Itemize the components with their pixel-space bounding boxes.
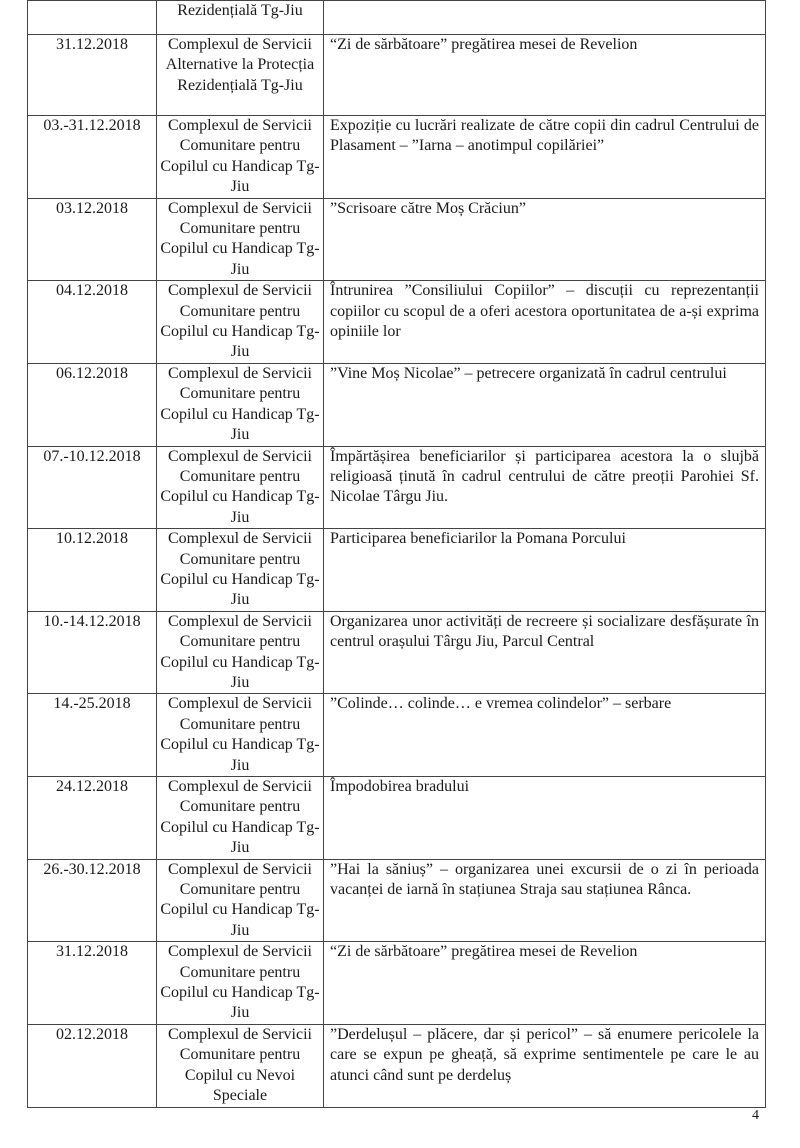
date-cell: 06.12.2018 bbox=[28, 363, 157, 446]
organization-cell: Complexul de Servicii Comunitare pentru Copilul cu Handicap Tg-Jiu bbox=[157, 859, 324, 942]
date-cell: 31.12.2018 bbox=[28, 942, 157, 1025]
date-cell: 10.12.2018 bbox=[28, 529, 157, 612]
table-row bbox=[28, 859, 766, 942]
organization-cell: Complexul de Servicii Comunitare pentru Copilul cu Handicap Tg-Jiu bbox=[157, 694, 324, 777]
date-cell: 02.12.2018 bbox=[28, 1024, 157, 1107]
organization-cell: Complexul de Servicii Comunitare pentru Copilul cu Handicap Tg-Jiu bbox=[157, 777, 324, 860]
table-row bbox=[28, 1024, 766, 1107]
organization-cell: Complexul de Servicii Comunitare pentru Copilul cu Nevoi Speciale bbox=[157, 1024, 324, 1107]
date-cell: 10.-14.12.2018 bbox=[28, 611, 157, 694]
activity-cell: Participarea beneficiarilor la Pomana Porcului bbox=[324, 529, 766, 612]
activity-cell: Organizarea unor activități de recreere și socializare desfășurate în centrul orașului Târgu Jiu, Parcul Central bbox=[324, 611, 766, 694]
table-row bbox=[28, 611, 766, 694]
organization-cell: Rezidențială Tg-Jiu bbox=[157, 1, 324, 35]
organization-cell: Complexul de Servicii Comunitare pentru Copilul cu Handicap Tg-Jiu bbox=[157, 363, 324, 446]
activity-cell: Împărtășirea beneficiarilor și participarea acestora la o slujbă religioasă ținută în cadrul centrului de către preoții Parohiei Sf. Nicolae Târgu Jiu. bbox=[324, 446, 766, 529]
organization-cell: Complexul de Servicii Comunitare pentru Copilul cu Handicap Tg-Jiu bbox=[157, 446, 324, 529]
table-row bbox=[28, 942, 766, 1025]
activity-cell: ”Hai la săniuș” – organizarea unei excursii de o zi în perioada vacanței de iarnă în stațiunea Straja sau stațiunea Rânca. bbox=[324, 859, 766, 942]
table-row bbox=[28, 35, 766, 116]
date-cell: 24.12.2018 bbox=[28, 777, 157, 860]
table-body bbox=[28, 1, 766, 1108]
activities-table bbox=[27, 0, 766, 1108]
date-cell: 31.12.2018 bbox=[28, 35, 157, 116]
table-row bbox=[28, 446, 766, 529]
table-row bbox=[28, 116, 766, 199]
date-cell bbox=[28, 1, 157, 35]
activity-cell bbox=[324, 1, 766, 35]
date-cell: 14.-25.2018 bbox=[28, 694, 157, 777]
date-cell: 03.12.2018 bbox=[28, 198, 157, 281]
organization-cell: Complexul de Servicii Comunitare pentru Copilul cu Handicap Tg-Jiu bbox=[157, 529, 324, 612]
organization-cell: Complexul de Servicii Comunitare pentru Copilul cu Handicap Tg-Jiu bbox=[157, 942, 324, 1025]
table-row bbox=[28, 777, 766, 860]
activity-cell: “Zi de sărbătoare” pregătirea mesei de Revelion bbox=[324, 35, 766, 116]
date-cell: 03.-31.12.2018 bbox=[28, 116, 157, 199]
activity-cell: Expoziție cu lucrări realizate de către copii din cadrul Centrului de Plasament – ”Iarna – anotimpul copilăriei” bbox=[324, 116, 766, 199]
date-cell: 26.-30.12.2018 bbox=[28, 859, 157, 942]
table-row-continued bbox=[28, 1, 766, 35]
activity-cell: ”Colinde… colinde… e vremea colindelor” – serbare bbox=[324, 694, 766, 777]
activity-cell: ”Vine Moș Nicolae” – petrecere organizată în cadrul centrului bbox=[324, 363, 766, 446]
organization-cell: Complexul de Servicii Alternative la Protecția Rezidențială Tg-Jiu bbox=[157, 35, 324, 116]
activity-cell: ”Derdelușul – plăcere, dar și pericol” – să enumere pericolele la care se expun pe gheață, să exprime sentimentele pe care le au atunci când sunt pe derdeluș bbox=[324, 1024, 766, 1107]
table-row bbox=[28, 694, 766, 777]
organization-cell: Complexul de Servicii Comunitare pentru Copilul cu Handicap Tg-Jiu bbox=[157, 116, 324, 199]
page-number: 4 bbox=[752, 1108, 759, 1123]
table-row bbox=[28, 363, 766, 446]
activity-cell: ”Scrisoare către Moș Crăciun” bbox=[324, 198, 766, 281]
date-cell: 07.-10.12.2018 bbox=[28, 446, 157, 529]
table-row bbox=[28, 281, 766, 364]
table-row bbox=[28, 198, 766, 281]
organization-cell: Complexul de Servicii Comunitare pentru Copilul cu Handicap Tg-Jiu bbox=[157, 281, 324, 364]
table-row bbox=[28, 529, 766, 612]
organization-cell: Complexul de Servicii Comunitare pentru Copilul cu Handicap Tg-Jiu bbox=[157, 198, 324, 281]
date-cell: 04.12.2018 bbox=[28, 281, 157, 364]
activity-cell: Întrunirea ”Consiliului Copiilor” – discuții cu reprezentanții copiilor cu scopul de a oferi acestora oportunitatea de a-și exprima opiniile lor bbox=[324, 281, 766, 364]
organization-cell: Complexul de Servicii Comunitare pentru Copilul cu Handicap Tg-Jiu bbox=[157, 611, 324, 694]
activity-cell: “Zi de sărbătoare” pregătirea mesei de Revelion bbox=[324, 942, 766, 1025]
activity-cell: Împodobirea bradului bbox=[324, 777, 766, 860]
